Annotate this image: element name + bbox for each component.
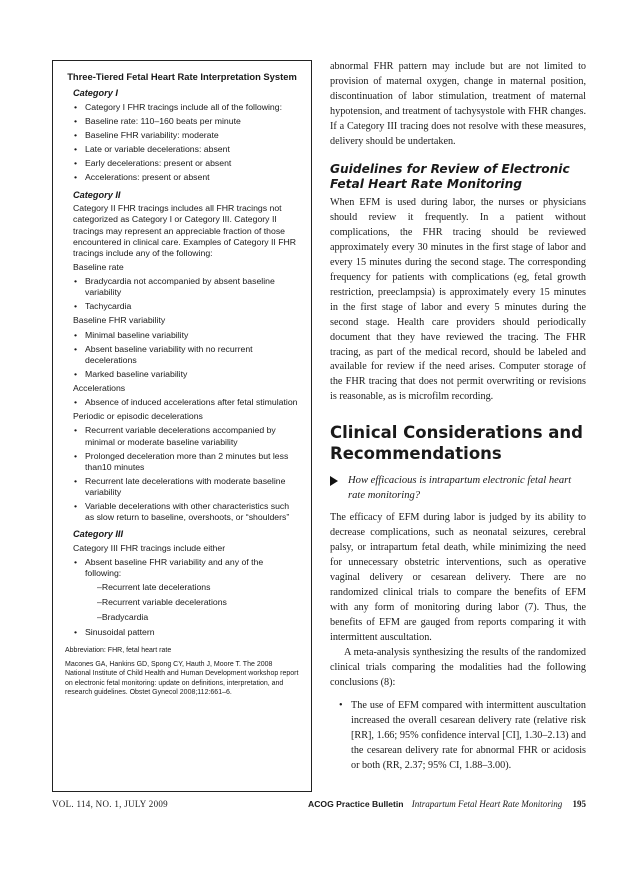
periodic-label: Periodic or episodic decelerations [73, 411, 203, 422]
triangle-bullet-icon [330, 476, 338, 486]
list-item [330, 699, 586, 774]
category-1-list [73, 102, 299, 184]
box-title: Three-Tiered Fetal Heart Rate Interpretation System [67, 71, 297, 82]
right-column [330, 60, 586, 773]
category-2-heading: Category II [73, 189, 121, 200]
variability-label: Baseline FHR variability [73, 315, 166, 326]
list-item: • Sinusoidal pattern [73, 627, 299, 638]
list-item: • Absence of induced accelerations after fetal stimulation [73, 397, 299, 408]
category-3-heading: Category III [73, 529, 124, 540]
publication-name: ACOG Practice Bulletin [307, 799, 404, 809]
list-item-text: The use of EFM compared with intermittent auscultation increased the overall cesarean delivery rate (relative risk [RR], 1.66; 95% confidence interval [CI], 1.30–2.13) and the cesarean delivery rate for abnormal FHR or acidosis or both (RR, 2.37; 95% CI, 1.88–3.00). [351, 699, 586, 771]
question-text: How efficacious is intrapartum electronic fetal heart rate monitoring? [348, 474, 572, 501]
list-item: • Recurrent variable decelerations accompanied by minimal or moderate baseline variability [73, 425, 299, 447]
list-item [73, 557, 299, 623]
paragraph: When EFM is used during labor, the nurses or physicians should review it frequently. In a patient without complications, the FHR tracing should be reviewed approximately every 30 minutes in the first stage of labor and every 15 minutes during the second stage. The corresponding frequency for patients with complications (eg, fetal growth restriction, preeclampsia) is approximately every 15 minutes in the first stage of labor and every 5 minutes during the second stage. Health care providers should periodically document that they have reviewed the tracing. The FHR tracing, as part of the medical record, should be labeled and available for review if the need arises. Computer storage of the FHR tracing that does not permit overwriting or revisions is reasonable, as is microfilm recording. [330, 196, 586, 403]
page-footer [52, 799, 586, 813]
list-item: • Marked baseline variability [73, 369, 299, 380]
list-item-text: Absent baseline FHR variability and any of the following: [85, 557, 264, 579]
list-item: • Recurrent late decelerations with moderate baseline variability [73, 476, 299, 498]
list-item: • Baseline FHR variability: moderate [73, 130, 299, 141]
list-item: • Variable decelerations with other characteristics such as slow return to baseline, overshoots, or “shoulders” [73, 501, 299, 523]
paragraph: A meta-analysis synthesizing the results of the randomized clinical trials comparing the modalities had the following conclusions (8): [330, 646, 586, 688]
running-footer [308, 799, 586, 809]
category-1-heading: Category I [73, 88, 118, 99]
list-item: • Bradycardia not accompanied by absent baseline variability [73, 276, 299, 298]
page-number: 195 [572, 799, 586, 809]
baseline-rate-label: Baseline rate [73, 261, 124, 272]
list-item: • Early decelerations: present or absent [73, 158, 299, 169]
source-reference: Macones GA, Hankins GD, Spong CY, Hauth J, Moore T. The 2008 National Institute of Child Health and Human Development workshop report on electronic fetal monitoring: update on definitions, interpretation, and research guidelines. Obstet Gynecol 2008;112:661–6. [65, 661, 299, 696]
bullet-icon: • [339, 699, 343, 711]
list-item: • Prolonged deceleration more than 2 minutes but less than10 minutes [73, 451, 299, 473]
accelerations-label: Accelerations [73, 383, 126, 394]
periodic-list [73, 425, 299, 523]
fhr-interpretation-box [52, 60, 312, 792]
list-item: • Late or variable decelerations: absent [73, 144, 299, 155]
paragraph: abnormal FHR pattern may include but are not limited to provision of maternal oxygen, change in maternal position, discontinuation of labor stimulation, treatment of maternal hypotension, and treatment of tachysystole with FHR changes. If a Category III tracing does not resolve with these measures, delivery should be undertaken. [330, 61, 586, 147]
variability-list [73, 330, 299, 381]
list-item: • Accelerations: present or absent [73, 172, 299, 183]
list-item: • Tachycardia [73, 301, 299, 312]
list-item: • Minimal baseline variability [73, 330, 299, 341]
list-item: • Absent baseline variability with no recurrent decelerations [73, 344, 299, 366]
category-2-intro: Category II FHR tracings includes all FHR tracings not categorized as Category I or Category III. Category II tracings may represent an appreciable fraction of those encountered in clinical care. Examples of Category II FHR tracings include any of the following: [73, 203, 297, 258]
sub-item: –Recurrent late decelerations [97, 581, 211, 592]
category-3-intro: Category III FHR tracings include either [73, 543, 226, 554]
section-heading-clinical: Clinical Considerations and Recommendations [330, 423, 583, 464]
baseline-rate-list [73, 276, 299, 312]
category-3-list [73, 557, 299, 638]
list-item: • Category I FHR tracings include all of the following: [73, 102, 299, 113]
section-heading-guidelines: Guidelines for Review of Electronic Fetal Heart Rate Monitoring [330, 161, 570, 191]
paragraph: The efficacy of EFM during labor is judged by its ability to decrease complications, such as neonatal seizures, cerebral palsy, or intrapartum fetal death, while minimizing the need for unnecessary obstetric interventions, such as operative vaginal delivery or cesarean delivery. There are no randomized clinical trials to compare the benefits of EFM with any form of monitoring during labor (7). Thus, the benefits of EFM are gauged from reports comparing it with intermittent auscultation. [330, 511, 586, 643]
abbreviation-note: Abbreviation: FHR, fetal heart rate [65, 647, 172, 655]
sub-item: –Recurrent variable decelerations [97, 596, 227, 607]
accelerations-list [73, 397, 299, 408]
question-heading [330, 473, 586, 503]
list-item: • Baseline rate: 110–160 beats per minute [73, 116, 299, 127]
sub-item: –Bradycardia [97, 611, 149, 622]
running-title: Intrapartum Fetal Heart Rate Monitoring [411, 799, 563, 809]
volume-info: VOL. 114, NO. 1, JULY 2009 [52, 799, 168, 809]
